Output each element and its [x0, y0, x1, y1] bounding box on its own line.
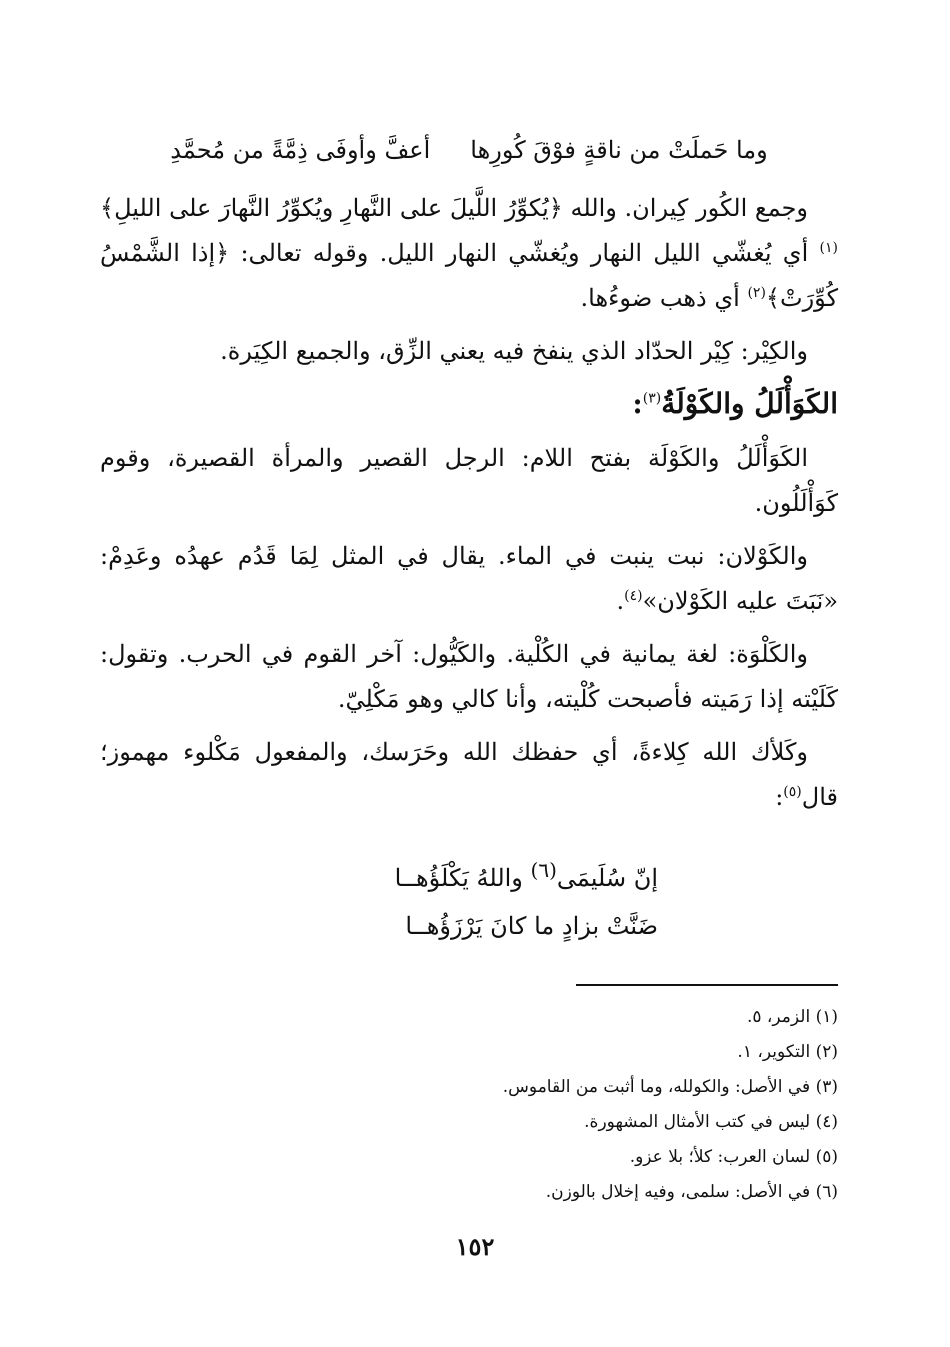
footnote-ref-4: (٤) [624, 588, 643, 604]
footnote-5: (٥) لسان العرب: كلأ؛ بلا عزو. [629, 1147, 838, 1167]
footnote-ref-3: (٣) [642, 390, 662, 407]
poem [358, 842, 658, 954]
paragraph-kawlan: والكَوْلان: نبت ينبت في الماء. يقال في المثل لِمَا قَدُم عهدُه وعَدِمْ: «نَبَتَ عليه الكَوْلان»$^{(٤)}$. [100, 542, 838, 615]
footnote-3: (٣) في الأصل: والكولله، وما أثبت من القاموس. [502, 1077, 838, 1097]
footnote-1: (١) الزمر، ٥. [746, 1007, 838, 1027]
footnote-ref-6: (٦) [530, 858, 557, 882]
opening-verse [100, 122, 838, 178]
paragraph-kalwa: والكَلْوَة: لغة يمانية في الكُلْية. والكَيُّول: آخر القوم في الحرب. وتقول: كَلَيْته إذا رَمَيته فأصبحت كُلْيته، وأنا كالي وهو مَكْلِيّ. [100, 640, 838, 713]
footnote-4: (٤) ليس في كتب الأمثال المشهورة. [584, 1112, 838, 1132]
entry-heading: الكَوَأْلَلُ والكَوْلَةُ$^{(٣)}$: [632, 387, 838, 420]
footnote-2: (٢) التكوير، ١. [737, 1042, 838, 1062]
footnote-ref-2: (٢) [747, 285, 766, 301]
footnote-6: (٦) في الأصل: سلمى، وفيه إخلال بالوزن. [545, 1182, 838, 1202]
verse-hemistich-2: أعفَّ وأوفَى ذِمَّةً من مُحمَّدِ [170, 136, 431, 164]
paragraph-kala: وكَلأك الله كِلاءةً، أي حفظك الله وحَرَسك، والمفعول مَكْلوء مهموز؛ قال$^{(٥)}$: [100, 738, 838, 811]
footnote-ref-1: (١) [819, 240, 838, 256]
poem-line-2: ضَنَّتْ بزادٍ ما كانَ يَرْزَؤُهــا [405, 912, 658, 940]
poem-line-1: إنّ سُلَيمَى$^{(٦)}$ واللهُ يَكْلَؤُهــا [394, 858, 658, 892]
footnotes [300, 1000, 838, 1210]
footnote-divider [576, 984, 838, 986]
page-number: ١٥٢ [455, 1232, 495, 1261]
paragraph-kawallal: الكَوَأْلَلُ والكَوْلَة بفتح اللام: الرجل القصير والمرأة القصيرة، وقوم كَوَأْلَلُون. [100, 444, 838, 517]
paragraph-kur: وجمع الكُور كِيران. والله ﴿يُكوِّرُ اللَّيلَ على النَّهارِ ويُكوِّرُ النَّهارَ على الليلِ﴾$^{(١)}$ أي يُغشّي الليل النهار ويُغشّي النهار الليل. وقوله تعالى: ﴿إذا الشَّمْسُ كُوِّرَتْ﴾$^{(٢)}$ أي ذهب ضوءُها. [100, 194, 838, 312]
main-text [100, 122, 838, 954]
paragraph-kir: والكِيْر: كِيْر الحدّاد الذي ينفخ فيه يعني الزِّق، والجميع الكِيَرة. [220, 337, 808, 365]
footnote-ref-5: (٥) [783, 784, 802, 800]
verse-hemistich-1: وما حَملَتْ من ناقةٍ فوْقَ كُورِها [470, 136, 768, 164]
